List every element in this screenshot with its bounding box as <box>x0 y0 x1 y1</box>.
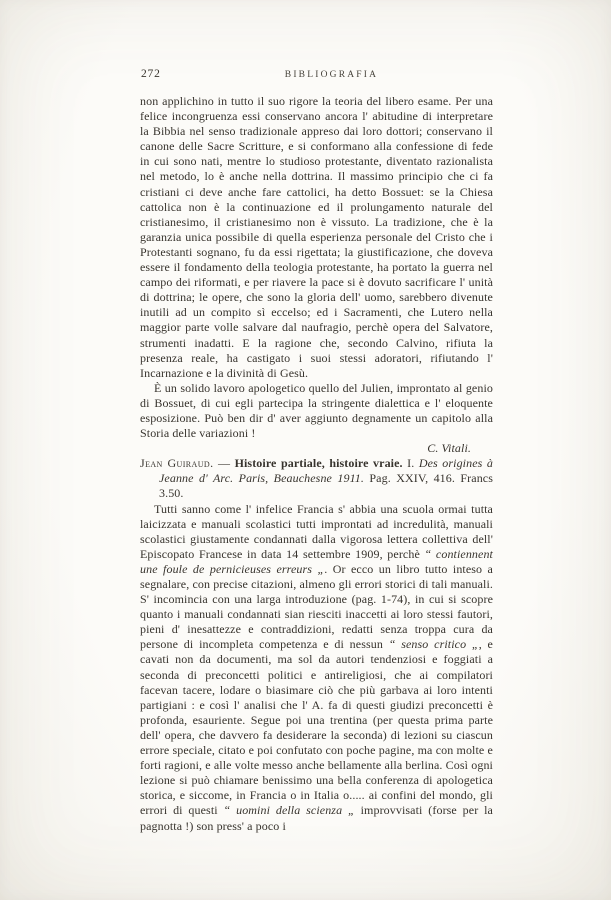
text-run: . Or ecco un libro tutto inteso a segnalare, con precise citazioni, almeno gli errori storici di tali manuali. S' incomincia con una larga introduzione (pag. 1-74), in cui si scopre quanto i manuali condannati sian riesciti inaccetti ai loro stessi fautori, pieni d' inesattezze e contraddizioni, redatti senza troppa cura da persone di incompleta competenza e di nessun <box>140 561 493 652</box>
text-run: “ uomini della scienza „ <box>223 803 355 818</box>
page-number: 272 <box>141 68 161 80</box>
running-title: BIBLIOGRAFIA <box>284 70 379 80</box>
text-run: C. Vitali. <box>427 441 471 456</box>
text-run: Tutti sanno come l' infelice Francia s' abbia una scuola ormai tutta laicizzata e manuali scolastici tutti improntati ad incredulità, manuali scolastici giustamente condannati dalla vigorosa lettera collettiva dell' Episcopato Francese in data 14 settembre 1909, perchè <box>140 501 493 561</box>
text-run: Histoire partiale, histoire vraie. <box>234 456 403 471</box>
text-run: È un solido lavoro apologetico quello del Julien, improntato al genio di Bossuet, di cui egli partecipa la stringente dialettica e l' eloquente esposizione. Può ben dir d' aver aggiunto degnamente un capitolo alla Storia delle variazioni ! <box>140 380 493 441</box>
text-run: — <box>213 456 235 471</box>
paragraph-bossuet-review <box>140 94 493 381</box>
text-run: I. <box>402 456 419 471</box>
text-run: Paris, Beauchesne 1911. <box>233 471 364 486</box>
text-block <box>140 94 493 834</box>
text-run: Pag. XXIV, 416. Francs 3.50. <box>159 471 493 501</box>
reviewer-signature <box>140 441 493 456</box>
bibliography-entry-heading <box>140 456 493 501</box>
text-run: Jean Guiraud. <box>140 456 214 471</box>
text-run: “ senso critico „ <box>388 637 479 652</box>
text-run: , e cavati non da documenti, ma sol da autori tendenziosi e foggiati a seconda di preconcetti politici e antireligiosi, che ai compilatori facevan tacere, lodare o biasimare ciò che più garbava ai loro intenti partigiani : e così l' analisi che l' A. fa di questi giudizi preconcetti è profonda, esauriente. Segue poi una trentina (per questa prima parte dell' opera, che davvero fa desiderare la seconda) di lezioni su ciascun errore speciale, citato e poi confutato con poche pagine, ma con molte e forti ragioni, e alle volte messo anche bellamente alla berlina. Così ogni lezione si può chiamare benissimo una bella conferenza di apologetica storica, e siccome, in Francia o in Italia o..... ai confini del mondo, gli errori di questi <box>140 637 493 818</box>
text-run: “ contiennent une foule de pernicieuses erreurs „ <box>140 546 493 576</box>
paragraph-conclusion <box>140 381 493 441</box>
text-run: Des origines à Jeanne d' Arc. <box>159 456 493 486</box>
paragraph-guiraud-review <box>140 502 493 834</box>
page-header <box>140 68 493 86</box>
text-run: non applichino in tutto il suo rigore la teoria del libero esame. Per una felice incongruenza essi conservano ancora l' abitudine di interpretare la Bibbia nel senso tradizionale appreso dai loro dottori; conservano il canone delle Sacre Scritture, e si conformano alla confessione di fede in cui sono nati, mentre lo studioso protestante, diventato razionalista nel metodo, lo è anche nella dottrina. Il massimo principio che ci fa cristiani ci deve anche fare cattolici, ha detto Bossuet: se la Chiesa cattolica non è la continuazione ed il prolungamento naturale del cristianesimo, il cristianesimo non è vissuto. La tradizione, che è la garanzia unica possibile di quella esperienza personale del Cristo che i Protestanti sognano, fu da essi rigettata; la giustificazione, che doveva essere il fondamento della teologia protestante, ha portato la guerra nel campo dei riformati, e per riavere la pace si è dovuto sacrificare l' unità di dottrina; le opere, che sono la gloria dell' uomo, sarebbero divenute inutili ad un compito sì eccelso; ed i Sacramenti, che Lutero nella maggior parte volle salvare dal naufragio, perchè opera del Salvatore, strumenti inadatti. E la ragione che, secondo Calvino, rifiuta la presenza reale, ha castigato i suoi stessi adoratori, rifiutando l' Incarnazione e la divinità di Gesù. <box>140 94 493 380</box>
text-run: improvvisati (forse per la pagnotta !) son press' a poco i <box>140 803 493 833</box>
